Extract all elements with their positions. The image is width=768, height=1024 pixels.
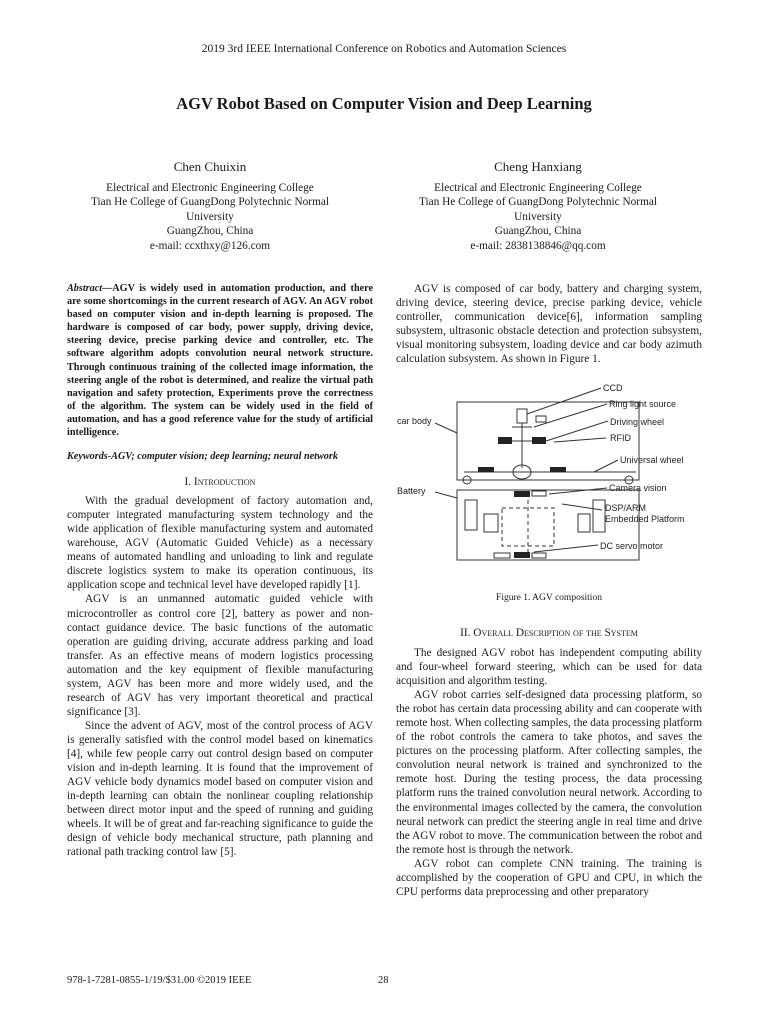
label-battery: Battery <box>397 486 426 496</box>
section-heading-introduction: I. Introduction <box>184 476 256 489</box>
figure-caption: Figure 1. AGV composition <box>496 593 602 603</box>
label-dsp-arm: DSP/ARM <box>605 503 647 513</box>
author-location: GuangZhou, China <box>494 225 582 238</box>
author-affiliation-line: University <box>186 210 234 223</box>
author-affiliation-line: Tian He College of GuangDong Polytechnic Normal <box>418 196 658 209</box>
author-email: e-mail: 2838138846@qq.com <box>470 239 606 252</box>
ccd-box <box>517 409 527 423</box>
author-location: GuangZhou, China <box>166 225 254 238</box>
author-affiliation-line: Electrical and Electronic Engineering College <box>106 181 314 194</box>
abstract-text: —AGV is widely used in automation production, and there are some shortcomings in the current research of AGV. An AGV robot based on computer vision and in-depth learning is proposed. The hardware is composed of car body, power supply, driving device, steering device, precise parking device and controller, etc. The software algorithm adopts convolution neural network structure. Through continuous training of the collected image information, the steering angle of the robot is determined, and realize the virtual path navigation and safety protection, Experiments prove the correctness of the algorithm. The system can be widely used in the field of automation, and has a good reference value for the study of artificial intelligence. <box>67 283 373 439</box>
paragraph: The designed AGV robot has independent computing ability and four-wheel forward steering, which can be used for data acquisition and algorithm testing. <box>396 647 702 688</box>
author-name: Chen Chuixin <box>173 159 247 174</box>
label-rfid: RFID <box>610 433 631 443</box>
paragraph: AGV robot carries self-designed data processing platform, so the robot has certain data processing ability and can cooperate with remote host. When collecting samples, the data processing platform of the robot controls the camera to take photos, and saves the pictures on the processing platform. After collecting samples, the convolution neural network is trained and synchronized to the remote host. During the testing process, the data processing platform runs the trained convolution neural network. According to the environmental images collected by the camera, the convolution neural network can predict the steering angle in real time and drive the AGV robot to move. The communication between the robot and the remote host is through the network. <box>396 689 702 856</box>
author-block-2 <box>388 160 688 254</box>
author-name: Cheng Hanxiang <box>494 159 582 174</box>
abstract <box>67 282 373 439</box>
label-ccd: CCD <box>603 383 623 393</box>
label-camera-vision: Camera vision <box>609 483 667 493</box>
section-heading-overall-description: II. Overall Description of the System <box>460 627 638 639</box>
abstract-label: Abstract <box>67 283 103 294</box>
introduction-body <box>67 494 373 859</box>
footer-copyright: 978-1-7281-0855-1/19/$31.00 ©2019 IEEE <box>67 975 252 986</box>
right-column-intro <box>396 282 702 366</box>
paper-title: AGV Robot Based on Computer Vision and Deep Learning <box>176 94 592 113</box>
label-driving-wheel: Driving wheel <box>610 417 665 427</box>
conference-header: 2019 3rd IEEE International Conference on Robotics and Automation Sciences <box>201 43 567 55</box>
label-embedded-platform: Embedded Platform <box>605 514 685 524</box>
author-affiliation-line: University <box>514 210 562 223</box>
paragraph: With the gradual development of factory automation and, computer integrated manufacturing system technology and the wide application of flexible manufacturing system and automated warehouse, AGV (Automatic Guided Vehicle) as a necessary means of automated handling and unloading to link and regulate discrete logistics system to make its operation continuous, its application scope and technical level have developed rapidly [1]. <box>67 495 373 592</box>
keywords: Keywords-AGV; computer vision; deep learning; neural network <box>67 451 338 463</box>
section2-body <box>396 646 702 899</box>
page-number: 28 <box>378 975 389 986</box>
paragraph: AGV robot can complete CNN training. The training is accomplished by the cooperation of GPU and CPU, in which the CPU performs data preprocessing and other preparatory <box>396 857 702 898</box>
author-email: e-mail: ccxthxy@126.com <box>149 239 271 252</box>
label-universal-wheel: Universal wheel <box>620 455 684 465</box>
paragraph: AGV is an unmanned automatic guided vehicle with microcontroller as control core [2], battery as power and non-contact guidance device. The basic functions of the automatic operation are guiding driving, accurate address parking and load transfer. As an effective means of modern logistics processing automation and the key equipment of flexible manufacturing system, AGV has been more and more widely used, and the research of AGV has very important theoretical and practical significance [3]. <box>67 593 373 718</box>
paragraph: Since the advent of AGV, most of the control process of AGV is generally satisfied with the control model based on kinematics [4], while few people carry out control design based on computer vision and in-depth learning. It is found that the improvement of AGV vehicle body dynamics model based on computer vision and in-depth learning can obtain the nonlinear coupling relationship between direct motor input and the speed of running and guiding wheels. It will be of great and far-reaching significance to guide the design of vehicle body mechanical structure, path planning and rational path tracking control law [5]. <box>67 719 373 859</box>
figure-agv-composition <box>394 380 704 580</box>
author-affiliation-line: Electrical and Electronic Engineering College <box>434 181 642 194</box>
label-dc-servo-motor: DC servo motor <box>600 541 664 551</box>
author-affiliation-line: Tian He College of GuangDong Polytechnic Normal <box>90 196 330 209</box>
left-column <box>67 282 373 859</box>
label-car-body: car body <box>397 416 432 426</box>
paragraph: AGV is composed of car body, battery and charging system, driving device, steering device, precise parking device, vehicle controller, communication device[6], information sampling subsystem, ultrasonic obstacle detection and protection subsystem, visual monitoring subsystem, loading device and car body azimuth calculation subsystem. As shown in Figure 1. <box>396 283 702 366</box>
label-ring-light: Ring light source <box>609 399 677 409</box>
author-block-1 <box>60 160 360 254</box>
